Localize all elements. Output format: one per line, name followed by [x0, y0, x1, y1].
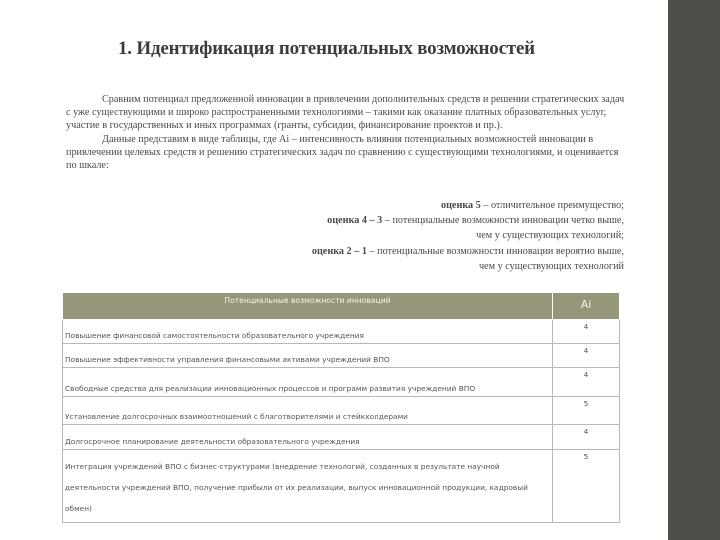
row-value: 5 — [553, 450, 620, 523]
row-name: Повышение финансовой самостоятельности образовательного учреждения — [63, 320, 553, 344]
capabilities-table — [62, 292, 620, 523]
body-text — [66, 93, 626, 172]
row-value: 4 — [553, 344, 620, 368]
header-capabilities: Потенциальные возможности инноваций — [63, 293, 553, 320]
row-value: 4 — [553, 368, 620, 397]
scale-item-2-1: оценка 2 – 1 – потенциальные возможности инновации вероятно выше, — [311, 245, 624, 257]
slide-title: 1. Идентификация потенциальных возможностей — [118, 38, 535, 59]
header-ai: Ai — [553, 293, 620, 320]
table-row — [63, 450, 620, 523]
table-row — [63, 344, 620, 368]
paragraph-1: Сравним потенциал предложенной инновации в привлечении дополнительных средств и решении стратегических задач с уже существующими и широко распространенными технологиями – такими как оказание платных образовательных услуг, участие в государственных и иных программах (гранты, субсидии, финансирование проектов и пр.). — [66, 94, 625, 132]
row-name: Долгосрочное планирование деятельности образовательного учреждения — [63, 425, 553, 450]
table-row — [63, 320, 620, 344]
row-name: Установление долгосрочных взаимоотношений с благотворителями и стейкхолдерами — [63, 397, 553, 425]
scale-item-5: оценка 5 – отличительное преимущество; — [440, 200, 624, 211]
table-header-row — [63, 293, 620, 320]
table-row — [63, 368, 620, 397]
row-name: Повышение эффективности управления финансовыми активами учреждений ВПО — [63, 344, 553, 368]
paragraph-2: Данные представим в виде таблицы, где Ai – интенсивность влияния потенциальных возможностей инновации в привлечении целевых средств и решению стратегических задач по сравнению с существующими технологиями, и оценивается по шкале: — [66, 133, 619, 172]
table-row — [63, 425, 620, 450]
scale-item-4-3: оценка 4 – 3 – потенциальные возможности инновации четко выше, — [327, 215, 624, 227]
row-value: 5 — [553, 397, 620, 425]
scale-item-2-1-cont: чем у существующих технологий — [478, 260, 624, 272]
table-row — [63, 397, 620, 425]
row-value: 4 — [553, 320, 620, 344]
row-value: 4 — [553, 425, 620, 450]
rating-scale — [204, 198, 624, 274]
side-bar — [668, 0, 720, 540]
row-name: Свободные средства для реализации инновационных процессов и программ развития учреждений ВПО — [63, 368, 553, 397]
scale-item-4-3-cont: чем у существующих технологий; — [476, 230, 624, 242]
row-name: Интеграция учреждений ВПО с бизнес-структурами (внедрение технологий, созданных в результате научной деятельности учреждений ВПО, получение прибыли от их реализации, выпуск инновационной продукции, кадровый обмен) — [63, 450, 553, 523]
